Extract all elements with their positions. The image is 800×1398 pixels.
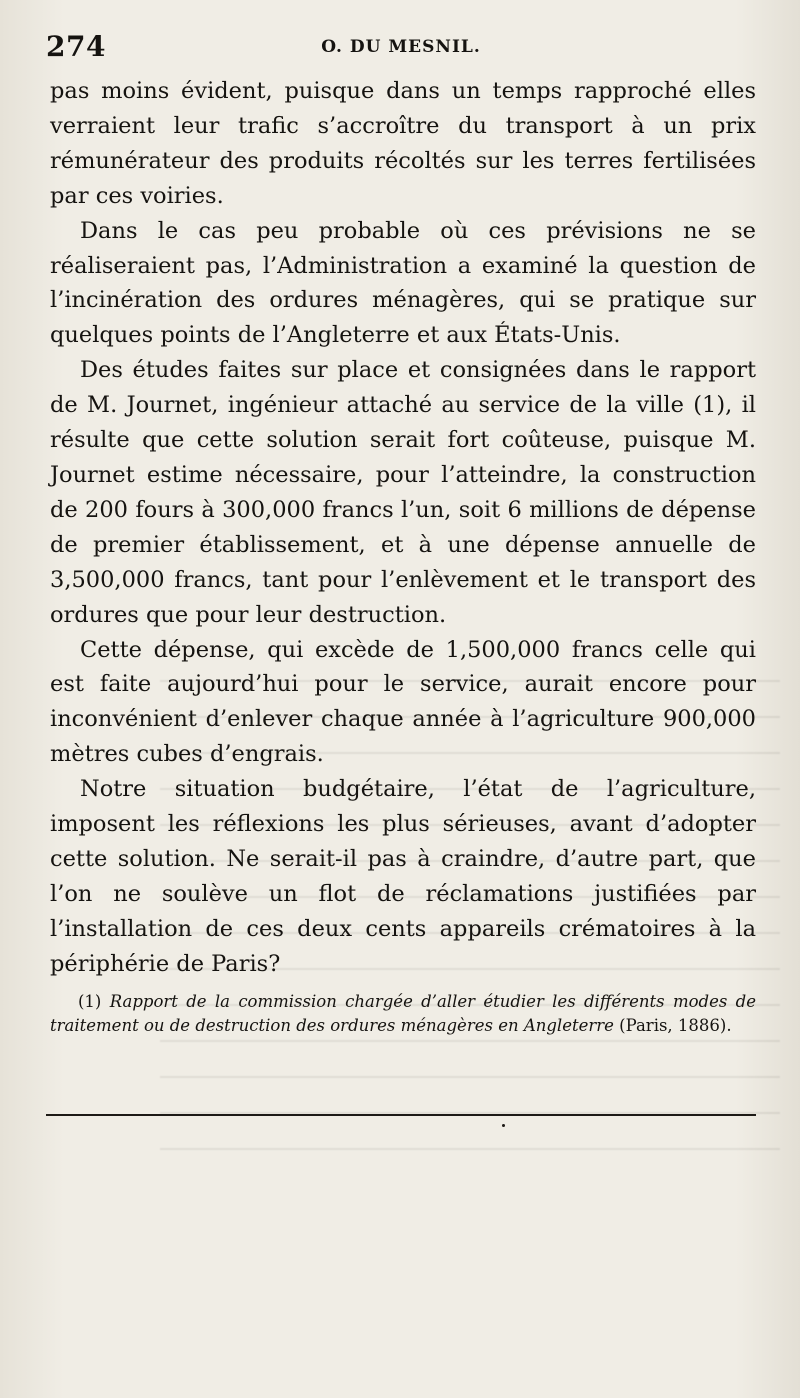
footnote-publication: (Paris, 1886). <box>613 1016 732 1035</box>
rule-dot <box>502 1124 505 1127</box>
paragraph-incineration: Dans le cas peu probable où ces prévisions ne se réaliseraient pas, l’Administration a examiné la question de l’incinération des ordures ménagères, qui se pratique sur quelques points de l’Angleterre et aux États-Unis. <box>50 217 756 349</box>
footnote <box>50 990 756 1038</box>
page-number: 274 <box>46 30 106 63</box>
paragraph-studies: Des études faites sur place et consignées dans le rapport de M. Journet, ingénieur attaché au service de la ville (1), il résulte que cette solution serait fort coûteuse, puisque M. Journet estime nécessaire, pour l’atteindre, la construction de 200 fours à 300,000 francs l’un, soit 6 millions de dépense de premier établissement, et à une dépense annuelle de 3,500,000 francs, tant pour l’enlèvement et le transport des ordures que pour leur destruction. <box>50 357 756 628</box>
paragraph-expense: Cette dépense, qui excède de 1,500,000 francs celle qui est faite aujourd’hui pour le service, aurait encore pour inconvénient d’enlever chaque année à l’agriculture 900,000 mètres cubes d’engrais. <box>50 636 756 768</box>
bottom-rule <box>46 1114 756 1116</box>
main-text <box>50 74 756 982</box>
paragraph-continuation: pas moins évident, puisque dans un temps rapproché elles verraient leur trafic s’accroître du transport à un prix rémunérateur des produits récoltés sur les terres fertilisées par ces voiries. <box>50 78 756 209</box>
paragraph-budget: Notre situation budgétaire, l’état de l’agriculture, imposent les réflexions les plus sérieuses, avant d’adopter cette solution. Ne serait-il pas à craindre, d’autre part, que l’on ne soulève un flot de réclamations justifiées par l’installation de ces deux cents appareils crématoires à la périphérie de Paris? <box>50 776 756 977</box>
footnote-marker: (1) <box>78 992 102 1011</box>
footnote-title: Rapport de la commission chargée d’aller étudier les différents modes de traitement ou de destruction des ordures ménagères en Angleterre <box>50 992 756 1035</box>
running-head: O. DU MESNIL. <box>321 37 481 57</box>
page-header <box>46 30 756 70</box>
